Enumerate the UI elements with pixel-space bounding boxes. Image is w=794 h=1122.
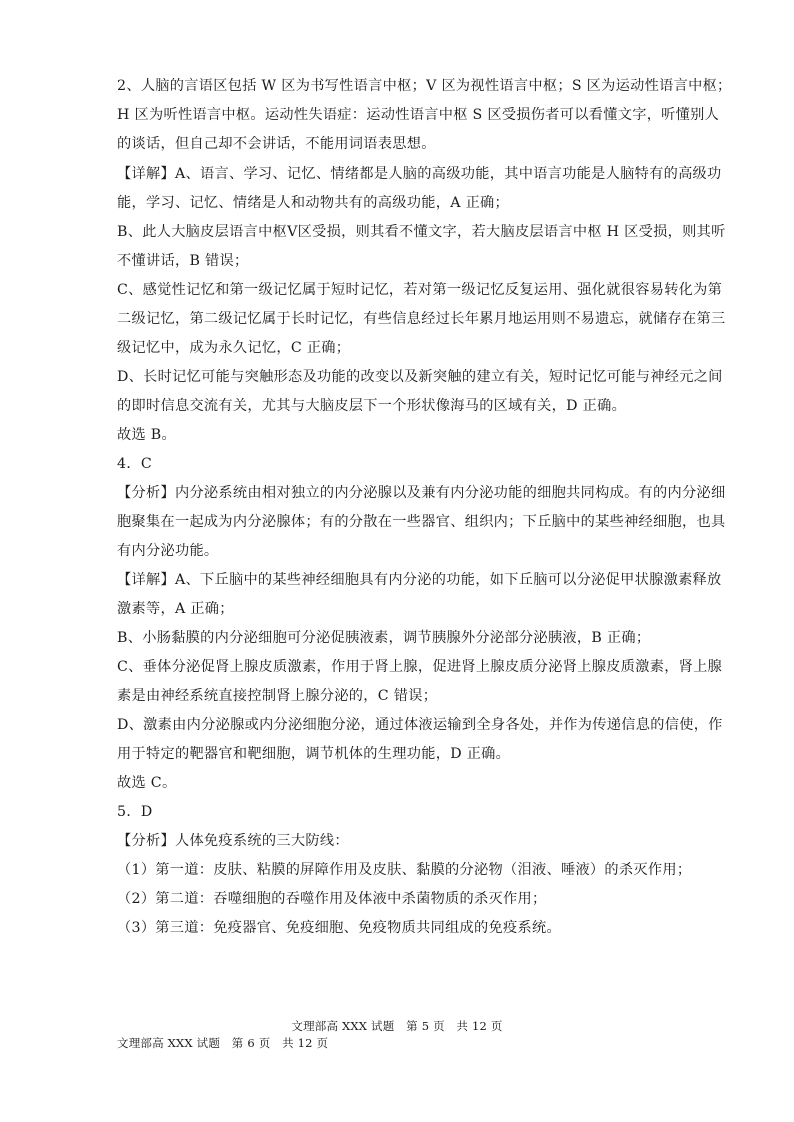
- text-line: （1）第一道：皮肤、粘膜的屏障作用及皮肤、黏膜的分泌物（泪液、唾液）的杀灭作用；: [117, 862, 692, 878]
- text-line: 5．D: [117, 804, 153, 820]
- text-line: 级记忆中，成为永久记忆，C 正确；: [117, 340, 351, 356]
- text-line: 【详解】A、语言、学习、记忆、情绪都是人脑的高级功能，其中语言功能是人脑特有的高级功: [117, 166, 722, 182]
- text-line: 能，学习、记忆、情绪是人和动物共有的高级功能，A 正确；: [117, 195, 510, 211]
- text-line: 二级记忆，第二级记忆属于长时记忆，有些信息经过长年累月地运用则不易遗忘，就储存在第三: [117, 311, 726, 327]
- text-line: 激素等，A 正确；: [117, 601, 234, 617]
- text-line: C、感觉性记忆和第一级记忆属于短时记忆，若对第一级记忆反复运用、强化就很容易转化为第: [117, 282, 723, 298]
- text-line: D、激素由内分泌腺或内分泌细胞分泌，通过体液运输到全身各处，并作为传递信息的信使，作: [117, 717, 723, 733]
- text-line: B、小肠黏膜的内分泌细胞可分泌促胰液素，调节胰腺外分泌部分泌胰液，B 正确；: [117, 630, 651, 646]
- text-line: 素是由神经系统直接控制肾上腺分泌的，C 错误；: [117, 688, 438, 704]
- text-line: 故选 B。: [117, 427, 176, 443]
- text-line: 【分析】人体免疫系统的三大防线：: [117, 833, 349, 849]
- text-line: 有内分泌功能。: [117, 543, 219, 559]
- text-line: 不懂讲话，B 错误；: [117, 253, 249, 269]
- text-line: B、此人大脑皮层语言中枢V区受损，则其看不懂文字，若大脑皮层语言中枢 H 区受损，则其听: [117, 224, 726, 240]
- page-footer-left: 文理部高 XXX 试题 第 6 页 共 12 页: [117, 1036, 329, 1050]
- text-line: 胞聚集在一起成为内分泌腺体；有的分散在一些器官、组织内；下丘脑中的某些神经细胞，也具: [117, 514, 726, 530]
- text-line: 的谈话，但自己却不会讲话，不能用词语表思想。: [117, 136, 436, 152]
- text-line: 的即时信息交流有关，尤其与大脑皮层下一个形状像海马的区域有关，D 正确。: [117, 398, 627, 414]
- text-line: 用于特定的靶器官和靶细胞，调节机体的生理功能，D 正确。: [117, 746, 511, 762]
- text-line: H 区为听性语言中枢。运动性失语症：运动性语言中枢 S 区受损伤者可以看懂文字，听懂别人: [117, 107, 720, 123]
- text-line: C、垂体分泌促肾上腺皮质激素，作用于肾上腺，促进肾上腺皮质分泌肾上腺皮质激素，肾上腺: [117, 659, 723, 675]
- text-line: 【详解】A、下丘脑中的某些神经细胞具有内分泌的功能，如下丘脑可以分泌促甲状腺激素释放: [117, 572, 722, 588]
- page-footer-center: 文理部高 XXX 试题 第 5 页 共 12 页: [291, 1019, 503, 1033]
- text-line: 【分析】内分泌系统由相对独立的内分泌腺以及兼有内分泌功能的细胞共同构成。有的内分泌细: [117, 485, 726, 501]
- text-line: （2）第二道：吞噬细胞的吞噬作用及体液中杀菌物质的杀灭作用；: [117, 891, 547, 907]
- text-line: D、长时记忆可能与突触形态及功能的改变以及新突触的建立有关，短时记忆可能与神经元之间: [117, 369, 723, 385]
- text-line: （3）第三道：免疫器官、免疫细胞、免疫物质共同组成的免疫系统。: [117, 920, 561, 936]
- text-line: 故选 C。: [117, 775, 177, 791]
- text-line: 4．C: [117, 456, 152, 472]
- document-body: [117, 72, 732, 943]
- text-line: 2、人脑的言语区包括 W 区为书写性语言中枢；V 区为视性语言中枢；S 区为运动性语言中枢；: [117, 78, 732, 94]
